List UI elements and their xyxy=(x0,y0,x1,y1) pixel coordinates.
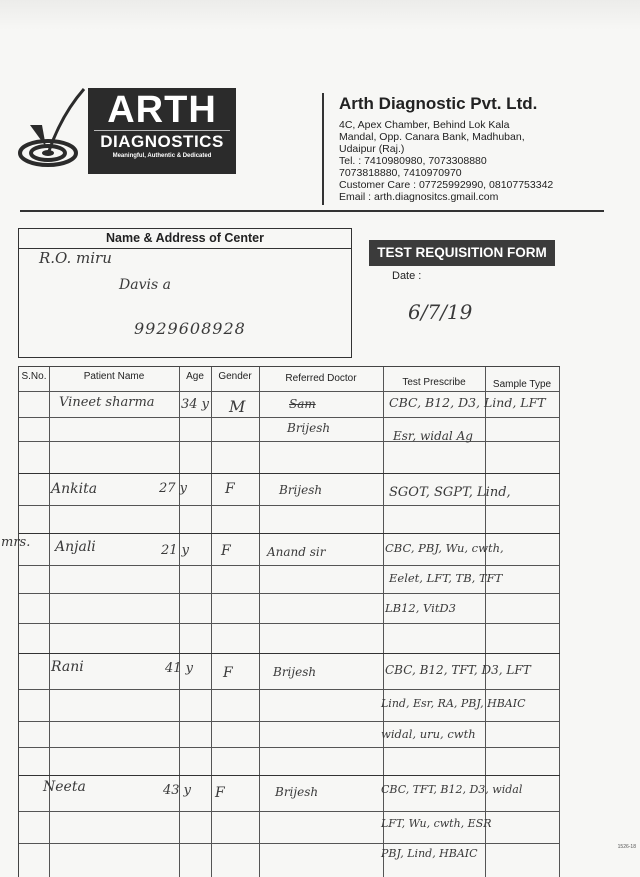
date-value: 6/7/19 xyxy=(408,300,473,324)
patient-name: Vineet sharma xyxy=(59,395,155,410)
doctor-struck: Sam xyxy=(289,397,316,411)
test-line: CBC, B12, TFT, D3, LFT xyxy=(385,663,531,677)
logo-box xyxy=(88,88,236,174)
header-sample-type: Sample Type xyxy=(492,379,552,390)
patient-gender: F xyxy=(223,665,233,681)
patient-name: Neeta xyxy=(43,779,86,795)
email: Email : arth.diagnositcs.gmail.com xyxy=(339,191,499,203)
test-line: CBC, B12, D3, Lind, LFT xyxy=(389,395,546,410)
referred-doctor: Anand sir xyxy=(267,545,326,559)
logo-sub-text: DIAGNOSTICS xyxy=(94,130,230,151)
test-line: Esr, widal Ag xyxy=(393,429,473,443)
test-line: CBC, TFT, B12, D3, widal xyxy=(381,783,523,796)
address-line: Mandal, Opp. Canara Bank, Madhuban, xyxy=(339,131,525,143)
form-title: TEST REQUISITION FORM xyxy=(369,240,555,266)
referred-doctor: Brijesh xyxy=(279,483,323,497)
customer-care: Customer Care : 07725992990, 08107753342 xyxy=(339,179,554,191)
test-line: CBC, PBJ, Wu, cwth, xyxy=(385,541,504,555)
patient-name: Ankita xyxy=(51,481,98,497)
patient-name: Rani xyxy=(51,659,84,675)
test-line: PBJ, Lind, HBAIC xyxy=(381,847,478,860)
tel-line: 7073818880, 7410970970 xyxy=(339,167,462,179)
header-gender: Gender xyxy=(218,371,252,382)
date-label: Date : xyxy=(392,270,422,282)
company-info xyxy=(339,94,629,203)
header-sno: S.No. xyxy=(21,371,47,382)
test-line: Lind, Esr, RA, PBJ, HBAIC xyxy=(381,697,526,710)
company-name: Arth Diagnostic Pvt. Ltd. xyxy=(339,94,538,113)
header-age: Age xyxy=(186,371,204,382)
header-rule xyxy=(20,210,604,212)
patient-age: 34 y xyxy=(181,397,210,412)
patient-gender: F xyxy=(225,481,235,497)
brand-logo xyxy=(18,85,238,177)
referred-doctor: Brijesh xyxy=(273,665,317,679)
patient-name: Anjali xyxy=(55,539,96,555)
scan-code: 1526-18 xyxy=(617,844,636,850)
patient-age: 27 y xyxy=(159,481,188,496)
patient-table xyxy=(1,366,560,877)
center-box xyxy=(18,228,352,358)
center-name: R.O. miru xyxy=(39,249,112,267)
patient-gender: M xyxy=(229,397,246,416)
referred-doctor: Brijesh xyxy=(287,421,331,435)
test-line: widal, uru, cwth xyxy=(381,727,476,741)
test-line: Eelet, LFT, TB, TFT xyxy=(389,571,503,585)
patient-age: 21 y xyxy=(161,543,190,558)
test-line: LB12, VitD3 xyxy=(385,601,456,615)
test-line: SGOT, SGPT, Lind, xyxy=(389,485,511,500)
patient-age: 41 y xyxy=(165,661,194,676)
center-title: Name & Address of Center xyxy=(19,229,351,249)
patient-prefix: mrs. xyxy=(1,535,31,550)
tel-line: Tel. : 7410980980, 7073308880 xyxy=(339,155,487,167)
patient-age: 43 y xyxy=(163,783,192,798)
referred-doctor: Brijesh xyxy=(275,785,319,799)
header-test-prescribe: Test Prescribe xyxy=(402,377,466,388)
header-patient-name: Patient Name xyxy=(83,371,145,382)
logo-tagline: Meaningful, Authentic & Dedicated xyxy=(112,153,212,159)
address-line: 4C, Apex Chamber, Behind Lok Kala xyxy=(339,119,510,131)
target-logo-icon xyxy=(18,85,90,177)
patient-gender: F xyxy=(221,543,231,559)
header-divider xyxy=(322,93,324,205)
header-referred-doctor: Referred Doctor xyxy=(285,373,357,384)
page-top-edge xyxy=(0,0,640,30)
test-line: LFT, Wu, cwth, ESR xyxy=(381,817,492,830)
patient-gender: F xyxy=(215,785,225,801)
logo-main-text: ARTH xyxy=(107,89,217,131)
center-phone: 9929608928 xyxy=(134,319,246,338)
center-place: Davis a xyxy=(119,277,171,293)
address-line: Udaipur (Raj.) xyxy=(339,143,405,155)
